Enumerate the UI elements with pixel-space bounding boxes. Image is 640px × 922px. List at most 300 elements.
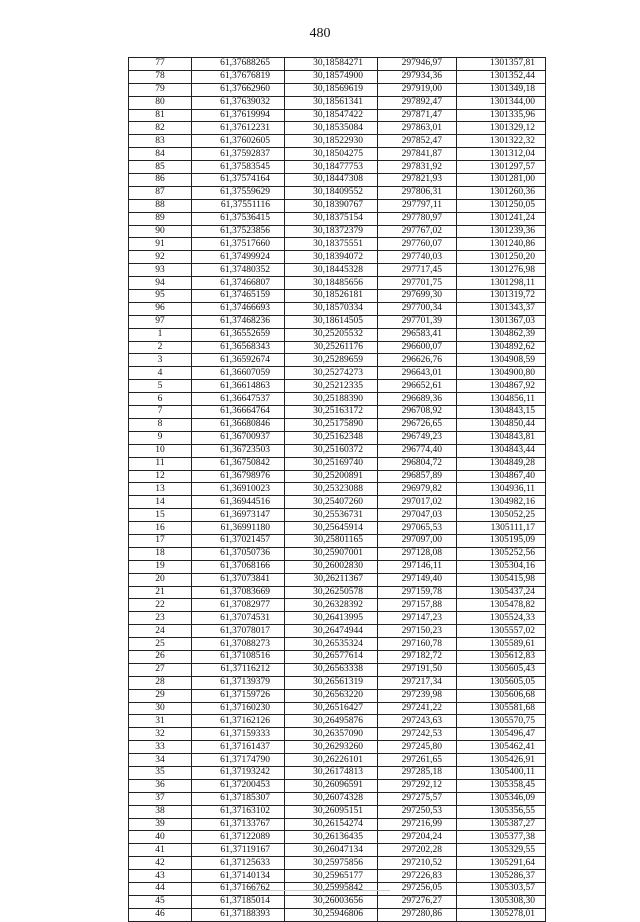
x-coordinate-cell: 296689,36	[378, 393, 457, 406]
latitude-cell: 61,37078017	[192, 625, 285, 638]
longitude-cell: 30,18574900	[285, 70, 378, 83]
longitude-cell: 30,18504275	[285, 148, 378, 161]
longitude-cell: 30,26047134	[285, 844, 378, 857]
latitude-cell: 61,37139379	[192, 676, 285, 689]
x-coordinate-cell: 297841,87	[378, 148, 457, 161]
y-coordinate-cell: 1305605,43	[457, 663, 546, 676]
table-row	[129, 341, 546, 354]
x-coordinate-cell: 297767,02	[378, 225, 457, 238]
table-row	[129, 225, 546, 238]
latitude-cell: 61,37185014	[192, 895, 285, 908]
x-coordinate-cell: 297149,40	[378, 573, 457, 586]
x-coordinate-cell: 297065,53	[378, 522, 457, 535]
table-row	[129, 560, 546, 573]
point-number-cell: 93	[129, 264, 192, 277]
y-coordinate-cell: 1304982,16	[457, 496, 546, 509]
longitude-cell: 30,25160372	[285, 444, 378, 457]
table-row	[129, 741, 546, 754]
table-row	[129, 650, 546, 663]
y-coordinate-cell: 1301329,12	[457, 122, 546, 135]
x-coordinate-cell: 296583,41	[378, 328, 457, 341]
x-coordinate-cell: 297780,97	[378, 212, 457, 225]
longitude-cell: 30,25162348	[285, 431, 378, 444]
y-coordinate-cell: 1305252,56	[457, 547, 546, 560]
table-row	[129, 625, 546, 638]
point-number-cell: 3	[129, 354, 192, 367]
longitude-cell: 30,25212335	[285, 380, 378, 393]
y-coordinate-cell: 1301344,00	[457, 96, 546, 109]
y-coordinate-cell: 1304862,39	[457, 328, 546, 341]
point-number-cell: 28	[129, 676, 192, 689]
table-row	[129, 547, 546, 560]
table-row	[129, 766, 546, 779]
point-number-cell: 26	[129, 650, 192, 663]
y-coordinate-cell: 1305195,09	[457, 534, 546, 547]
latitude-cell: 61,37116212	[192, 663, 285, 676]
x-coordinate-cell: 297275,57	[378, 792, 457, 805]
point-number-cell: 96	[129, 302, 192, 315]
latitude-cell: 61,37466807	[192, 277, 285, 290]
x-coordinate-cell: 297147,23	[378, 612, 457, 625]
y-coordinate-cell: 1304867,40	[457, 470, 546, 483]
point-number-cell: 12	[129, 470, 192, 483]
table-row	[129, 805, 546, 818]
x-coordinate-cell: 297245,80	[378, 741, 457, 754]
y-coordinate-cell: 1301241,24	[457, 212, 546, 225]
y-coordinate-cell: 1301250,05	[457, 199, 546, 212]
table-row	[129, 702, 546, 715]
longitude-cell: 30,25175890	[285, 418, 378, 431]
y-coordinate-cell: 1305570,75	[457, 715, 546, 728]
latitude-cell: 61,37050736	[192, 547, 285, 560]
point-number-cell: 27	[129, 663, 192, 676]
point-number-cell: 97	[129, 315, 192, 328]
y-coordinate-cell: 1301250,20	[457, 251, 546, 264]
latitude-cell: 61,37688265	[192, 58, 285, 71]
y-coordinate-cell: 1301349,18	[457, 83, 546, 96]
point-number-cell: 24	[129, 625, 192, 638]
y-coordinate-cell: 1305426,91	[457, 754, 546, 767]
longitude-cell: 30,18485656	[285, 277, 378, 290]
longitude-cell: 30,25169740	[285, 457, 378, 470]
latitude-cell: 61,37088273	[192, 638, 285, 651]
latitude-cell: 61,37574164	[192, 174, 285, 187]
x-coordinate-cell: 297097,00	[378, 534, 457, 547]
coordinates-table-body	[129, 58, 546, 922]
x-coordinate-cell: 297216,99	[378, 818, 457, 831]
table-row	[129, 638, 546, 651]
longitude-cell: 30,18547422	[285, 109, 378, 122]
table-row	[129, 573, 546, 586]
longitude-cell: 30,25975856	[285, 857, 378, 870]
y-coordinate-cell: 1304856,11	[457, 393, 546, 406]
latitude-cell: 61,37676819	[192, 70, 285, 83]
y-coordinate-cell: 1305291,64	[457, 857, 546, 870]
longitude-cell: 30,18570334	[285, 302, 378, 315]
y-coordinate-cell: 1305358,45	[457, 779, 546, 792]
point-number-cell: 15	[129, 509, 192, 522]
x-coordinate-cell: 297831,92	[378, 161, 457, 174]
point-number-cell: 38	[129, 805, 192, 818]
table-row	[129, 831, 546, 844]
y-coordinate-cell: 1305524,33	[457, 612, 546, 625]
x-coordinate-cell: 297239,98	[378, 689, 457, 702]
point-number-cell: 25	[129, 638, 192, 651]
longitude-cell: 30,26250578	[285, 586, 378, 599]
table-row	[129, 290, 546, 303]
table-row	[129, 496, 546, 509]
point-number-cell: 87	[129, 186, 192, 199]
latitude-cell: 61,37465159	[192, 290, 285, 303]
latitude-cell: 61,37161437	[192, 741, 285, 754]
point-number-cell: 32	[129, 728, 192, 741]
latitude-cell: 61,37082977	[192, 599, 285, 612]
table-row	[129, 251, 546, 264]
y-coordinate-cell: 1305589,61	[457, 638, 546, 651]
y-coordinate-cell: 1305356,55	[457, 805, 546, 818]
latitude-cell: 61,37662960	[192, 83, 285, 96]
y-coordinate-cell: 1305304,16	[457, 560, 546, 573]
table-row	[129, 895, 546, 908]
point-number-cell: 43	[129, 870, 192, 883]
longitude-cell: 30,25536731	[285, 509, 378, 522]
latitude-cell: 61,37619994	[192, 109, 285, 122]
longitude-cell: 30,18447308	[285, 174, 378, 187]
x-coordinate-cell: 297261,65	[378, 754, 457, 767]
x-coordinate-cell: 297946,97	[378, 58, 457, 71]
y-coordinate-cell: 1301239,36	[457, 225, 546, 238]
latitude-cell: 61,36647537	[192, 393, 285, 406]
longitude-cell: 30,26095151	[285, 805, 378, 818]
table-row	[129, 212, 546, 225]
latitude-cell: 61,36607059	[192, 367, 285, 380]
point-number-cell: 19	[129, 560, 192, 573]
latitude-cell: 61,37188393	[192, 908, 285, 921]
table-row	[129, 418, 546, 431]
x-coordinate-cell: 297292,12	[378, 779, 457, 792]
y-coordinate-cell: 1305387,27	[457, 818, 546, 831]
point-number-cell: 21	[129, 586, 192, 599]
latitude-cell: 61,37083669	[192, 586, 285, 599]
table-row	[129, 870, 546, 883]
latitude-cell: 61,37162126	[192, 715, 285, 728]
y-coordinate-cell: 1304892,62	[457, 341, 546, 354]
latitude-cell: 61,37517660	[192, 238, 285, 251]
y-coordinate-cell: 1301240,86	[457, 238, 546, 251]
table-row	[129, 58, 546, 71]
point-number-cell: 88	[129, 199, 192, 212]
x-coordinate-cell: 297699,30	[378, 290, 457, 303]
latitude-cell: 61,37021457	[192, 534, 285, 547]
longitude-cell: 30,25323088	[285, 483, 378, 496]
latitude-cell: 61,37174790	[192, 754, 285, 767]
longitude-cell: 30,25801165	[285, 534, 378, 547]
table-row	[129, 328, 546, 341]
longitude-cell: 30,25995842	[285, 883, 378, 896]
x-coordinate-cell: 296600,07	[378, 341, 457, 354]
point-number-cell: 92	[129, 251, 192, 264]
x-coordinate-cell: 297285,18	[378, 766, 457, 779]
latitude-cell: 61,37160230	[192, 702, 285, 715]
y-coordinate-cell: 1305437,24	[457, 586, 546, 599]
longitude-cell: 30,18375154	[285, 212, 378, 225]
y-coordinate-cell: 1301343,37	[457, 302, 546, 315]
x-coordinate-cell: 297700,34	[378, 302, 457, 315]
latitude-cell: 61,37468236	[192, 315, 285, 328]
longitude-cell: 30,26328392	[285, 599, 378, 612]
x-coordinate-cell: 297191,50	[378, 663, 457, 676]
longitude-cell: 30,25274273	[285, 367, 378, 380]
longitude-cell: 30,26535324	[285, 638, 378, 651]
latitude-cell: 61,37559629	[192, 186, 285, 199]
y-coordinate-cell: 1305415,98	[457, 573, 546, 586]
point-number-cell: 4	[129, 367, 192, 380]
y-coordinate-cell: 1305286,37	[457, 870, 546, 883]
longitude-cell: 30,18561341	[285, 96, 378, 109]
x-coordinate-cell: 297226,83	[378, 870, 457, 883]
table-row	[129, 754, 546, 767]
point-number-cell: 46	[129, 908, 192, 921]
longitude-cell: 30,18522930	[285, 135, 378, 148]
y-coordinate-cell: 1305303,57	[457, 883, 546, 896]
table-row	[129, 148, 546, 161]
longitude-cell: 30,25407260	[285, 496, 378, 509]
table-row	[129, 277, 546, 290]
latitude-cell: 61,37068166	[192, 560, 285, 573]
latitude-cell: 61,37466693	[192, 302, 285, 315]
point-number-cell: 29	[129, 689, 192, 702]
point-number-cell: 94	[129, 277, 192, 290]
table-row	[129, 483, 546, 496]
x-coordinate-cell: 296726,65	[378, 418, 457, 431]
x-coordinate-cell: 296626,76	[378, 354, 457, 367]
x-coordinate-cell: 297159,78	[378, 586, 457, 599]
longitude-cell: 30,25289659	[285, 354, 378, 367]
longitude-cell: 30,26096591	[285, 779, 378, 792]
longitude-cell: 30,18477753	[285, 161, 378, 174]
x-coordinate-cell: 297797,11	[378, 199, 457, 212]
table-row	[129, 174, 546, 187]
point-number-cell: 10	[129, 444, 192, 457]
table-row	[129, 689, 546, 702]
y-coordinate-cell: 1305346,09	[457, 792, 546, 805]
point-number-cell: 16	[129, 522, 192, 535]
point-number-cell: 34	[129, 754, 192, 767]
longitude-cell: 30,26226101	[285, 754, 378, 767]
x-coordinate-cell: 297892,47	[378, 96, 457, 109]
point-number-cell: 95	[129, 290, 192, 303]
longitude-cell: 30,26211367	[285, 573, 378, 586]
y-coordinate-cell: 1305329,55	[457, 844, 546, 857]
point-number-cell: 90	[129, 225, 192, 238]
y-coordinate-cell: 1301281,00	[457, 174, 546, 187]
longitude-cell: 30,18409552	[285, 186, 378, 199]
latitude-cell: 61,36944516	[192, 496, 285, 509]
x-coordinate-cell: 297182,72	[378, 650, 457, 663]
point-number-cell: 6	[129, 393, 192, 406]
longitude-cell: 30,18535084	[285, 122, 378, 135]
point-number-cell: 33	[129, 741, 192, 754]
latitude-cell: 61,36614863	[192, 380, 285, 393]
latitude-cell: 61,36680846	[192, 418, 285, 431]
table-row	[129, 457, 546, 470]
x-coordinate-cell: 297701,75	[378, 277, 457, 290]
point-number-cell: 22	[129, 599, 192, 612]
longitude-cell: 30,26357090	[285, 728, 378, 741]
table-row	[129, 534, 546, 547]
point-number-cell: 41	[129, 844, 192, 857]
bottom-rule	[250, 890, 390, 891]
longitude-cell: 30,18394072	[285, 251, 378, 264]
point-number-cell: 84	[129, 148, 192, 161]
x-coordinate-cell: 297740,03	[378, 251, 457, 264]
latitude-cell: 61,36568343	[192, 341, 285, 354]
x-coordinate-cell: 297701,39	[378, 315, 457, 328]
y-coordinate-cell: 1301352,44	[457, 70, 546, 83]
x-coordinate-cell: 297250,53	[378, 805, 457, 818]
table-row	[129, 883, 546, 896]
point-number-cell: 39	[129, 818, 192, 831]
y-coordinate-cell: 1301335,96	[457, 109, 546, 122]
y-coordinate-cell: 1305478,82	[457, 599, 546, 612]
y-coordinate-cell: 1305111,17	[457, 522, 546, 535]
table-row	[129, 779, 546, 792]
longitude-cell: 30,18526181	[285, 290, 378, 303]
longitude-cell: 30,25645914	[285, 522, 378, 535]
point-number-cell: 5	[129, 380, 192, 393]
y-coordinate-cell: 1301367,03	[457, 315, 546, 328]
latitude-cell: 61,37073841	[192, 573, 285, 586]
table-row	[129, 586, 546, 599]
latitude-cell: 61,37602605	[192, 135, 285, 148]
latitude-cell: 61,37163102	[192, 805, 285, 818]
longitude-cell: 30,26074328	[285, 792, 378, 805]
latitude-cell: 61,36798976	[192, 470, 285, 483]
x-coordinate-cell: 297863,01	[378, 122, 457, 135]
x-coordinate-cell: 296804,72	[378, 457, 457, 470]
longitude-cell: 30,26563338	[285, 663, 378, 676]
point-number-cell: 18	[129, 547, 192, 560]
longitude-cell: 30,26136435	[285, 831, 378, 844]
point-number-cell: 31	[129, 715, 192, 728]
latitude-cell: 61,37074531	[192, 612, 285, 625]
page-number: 480	[309, 26, 331, 41]
y-coordinate-cell: 1305606,68	[457, 689, 546, 702]
table-row	[129, 470, 546, 483]
longitude-cell: 30,25163172	[285, 406, 378, 419]
table-row	[129, 70, 546, 83]
point-number-cell: 35	[129, 766, 192, 779]
table-row	[129, 109, 546, 122]
table-row	[129, 612, 546, 625]
longitude-cell: 30,26293260	[285, 741, 378, 754]
x-coordinate-cell: 296643,01	[378, 367, 457, 380]
x-coordinate-cell: 297204,24	[378, 831, 457, 844]
y-coordinate-cell: 1301357,81	[457, 58, 546, 71]
longitude-cell: 30,18569619	[285, 83, 378, 96]
y-coordinate-cell: 1301312,04	[457, 148, 546, 161]
point-number-cell: 82	[129, 122, 192, 135]
table-row	[129, 380, 546, 393]
table-row	[129, 818, 546, 831]
longitude-cell: 30,26495876	[285, 715, 378, 728]
table-row	[129, 302, 546, 315]
latitude-cell: 61,36592674	[192, 354, 285, 367]
table-row	[129, 135, 546, 148]
longitude-cell: 30,26003656	[285, 895, 378, 908]
point-number-cell: 14	[129, 496, 192, 509]
longitude-cell: 30,25965177	[285, 870, 378, 883]
latitude-cell: 61,36910023	[192, 483, 285, 496]
latitude-cell: 61,37639032	[192, 96, 285, 109]
table-row	[129, 96, 546, 109]
point-number-cell: 2	[129, 341, 192, 354]
latitude-cell: 61,37523856	[192, 225, 285, 238]
table-row	[129, 354, 546, 367]
y-coordinate-cell: 1305462,41	[457, 741, 546, 754]
longitude-cell: 30,25907001	[285, 547, 378, 560]
latitude-cell: 61,36750842	[192, 457, 285, 470]
table-row	[129, 122, 546, 135]
longitude-cell: 30,26002830	[285, 560, 378, 573]
latitude-cell: 61,36973147	[192, 509, 285, 522]
point-number-cell: 37	[129, 792, 192, 805]
longitude-cell: 30,25946806	[285, 908, 378, 921]
x-coordinate-cell: 297157,88	[378, 599, 457, 612]
y-coordinate-cell: 1305557,02	[457, 625, 546, 638]
x-coordinate-cell: 297871,47	[378, 109, 457, 122]
x-coordinate-cell: 297821,93	[378, 174, 457, 187]
table-row	[129, 315, 546, 328]
x-coordinate-cell: 297128,08	[378, 547, 457, 560]
latitude-cell: 61,36700937	[192, 431, 285, 444]
longitude-cell: 30,25188390	[285, 393, 378, 406]
table-row	[129, 393, 546, 406]
longitude-cell: 30,25205532	[285, 328, 378, 341]
table-row	[129, 444, 546, 457]
x-coordinate-cell: 296979,82	[378, 483, 457, 496]
x-coordinate-cell: 297852,47	[378, 135, 457, 148]
coordinates-table	[128, 57, 546, 922]
latitude-cell: 61,37133767	[192, 818, 285, 831]
y-coordinate-cell: 1301298,11	[457, 277, 546, 290]
longitude-cell: 30,26154274	[285, 818, 378, 831]
longitude-cell: 30,25261176	[285, 341, 378, 354]
longitude-cell: 30,18584271	[285, 58, 378, 71]
longitude-cell: 30,18390767	[285, 199, 378, 212]
table-row	[129, 676, 546, 689]
x-coordinate-cell: 297047,03	[378, 509, 457, 522]
point-number-cell: 9	[129, 431, 192, 444]
point-number-cell: 81	[129, 109, 192, 122]
point-number-cell: 40	[129, 831, 192, 844]
y-coordinate-cell: 1304850,44	[457, 418, 546, 431]
table-row	[129, 522, 546, 535]
table-row	[129, 83, 546, 96]
x-coordinate-cell: 297243,63	[378, 715, 457, 728]
latitude-cell: 61,37125633	[192, 857, 285, 870]
table-row	[129, 663, 546, 676]
table-row	[129, 728, 546, 741]
point-number-cell: 7	[129, 406, 192, 419]
point-number-cell: 23	[129, 612, 192, 625]
y-coordinate-cell: 1301322,32	[457, 135, 546, 148]
point-number-cell: 78	[129, 70, 192, 83]
x-coordinate-cell: 297256,05	[378, 883, 457, 896]
y-coordinate-cell: 1304849,28	[457, 457, 546, 470]
point-number-cell: 45	[129, 895, 192, 908]
longitude-cell: 30,26577614	[285, 650, 378, 663]
